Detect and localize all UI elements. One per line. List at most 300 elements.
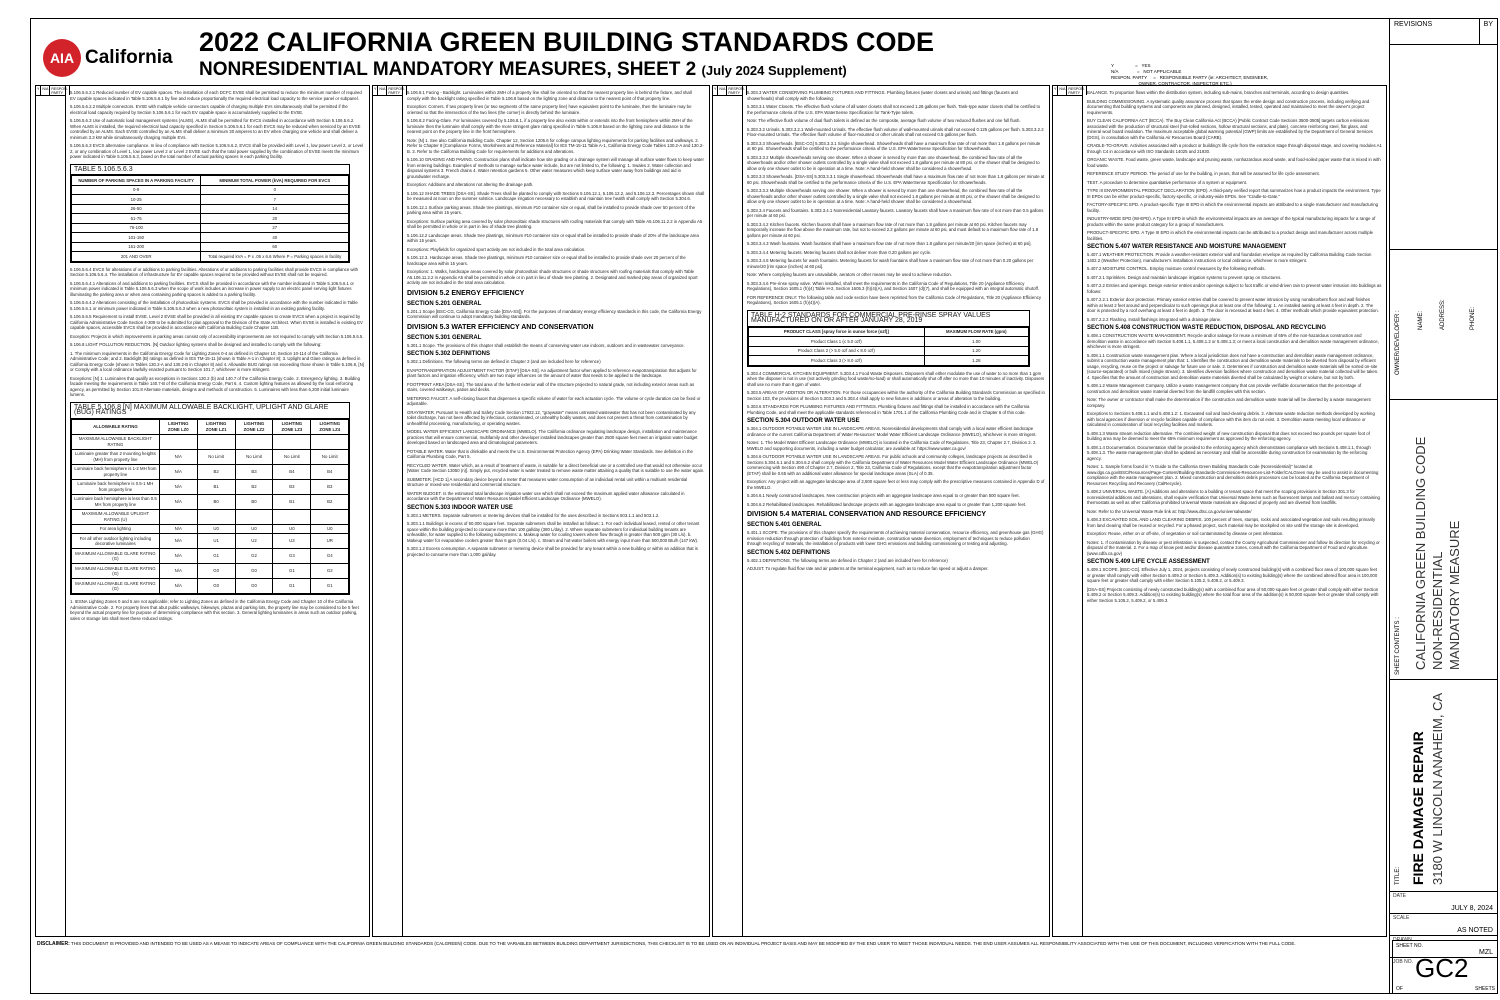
- table-title: TABLE 5.106.5.6.3: [71, 165, 349, 176]
- code-table: [70, 402, 350, 596]
- disclaimer-text: THIS DOCUMENT IS PROVIDED AND INTENDED TO BE USED AS A MEANS TO INDICATE AREAS OF COMPLIANCE WITH THE CALIFORNIA GREEN BUILDING STANDARDS (CALGREEN) CODE. DUE TO THE VARIABLES BETWEEN BUILDING DEPARTMENT JURISDICTIONS, THIS CHECKLIST IS TO BE USED ON AN INDIVIDUAL PROJECT BASIS AND MAY BE MODIFIED BY THE END USER TO MEET THOSE INDIVIDUAL NEEDS. THE END USER ASSUMES ALL RESPONSIBILITY ASSOCIATED WITH THE USE OF THIS DOCUMENT, INCLUDING VERIFICATION WITH THE FULL CODE.: [70, 941, 1296, 946]
- code-paragraph: BALANCE. To proportion flows within the distribution system, including sub-mains, branches and terminals, according to design quantities.: [1087, 90, 1350, 95]
- table-cell: Luminaire back hemisphere is 0.5-1 MH from property line: [72, 479, 160, 494]
- content-column-4: [1052, 85, 1387, 937]
- table-cell: U0: [273, 524, 311, 534]
- compliance-strip: [373, 86, 403, 936]
- compliance-strip: [1053, 86, 1083, 936]
- column-text: [70, 90, 365, 932]
- table-cell: U3: [273, 534, 311, 549]
- table-cell: 26-50: [72, 204, 201, 214]
- table-cell: [273, 509, 311, 524]
- table-cell: 1.28: [924, 356, 1029, 366]
- code-table: [70, 164, 350, 263]
- table-cell: U0: [197, 524, 235, 534]
- code-paragraph: 5.408.1 CONSTRUCTION WASTE MANAGEMENT. Recycle and/or salvage for reuse a minimum of 65% of the non-hazardous construction and demolition waste in accordance with Section 5.408.1.1, 5.408.1.2 or 5.408.1.3; or meet a local construction and demolition waste management ordinance, whichever is more stringent.: [1087, 333, 1379, 349]
- date-value: JULY 8, 2024: [1451, 905, 1493, 912]
- section-heading: DIVISION 5.4 MATERIAL CONSERVATION AND RESOURCE EFFICIENCY: [747, 511, 987, 518]
- table-cell: U0: [235, 524, 273, 534]
- section-heading: DIVISION 5.2 ENERGY EFFICIENCY: [407, 289, 525, 297]
- table-cell: Luminaire greater than 2 mounting heights (MH) from property line: [72, 449, 160, 464]
- table-cell: B1: [273, 494, 311, 509]
- code-paragraph: 5.106.12.2 Landscape areas. Shade tree plantings, minimum #10 container size or equal shall be installed to provide shade of 20% of the landscape area within 15 years.: [407, 232, 699, 243]
- code-paragraph: 5.303.1.2 Excess consumption. A separate submeter or metering device shall be provided for any tenant within a new building or within an addition that is projected to consume more than 1,000 gal/day.: [407, 546, 698, 557]
- code-paragraph: Exceptions: 1. Walks, hardscape areas covered by solar photovoltaic shade structures or shade structures with roofing materials that comply with Table A5.106.11.2.2 in Appendix A5 shall be permitted in whole or in part in lieu of shade tree planting. 2. Designated and marked play areas of organized sport activity are not included in the total area calculation.: [407, 269, 698, 285]
- table-cell: [273, 434, 311, 449]
- table-cell: No Limit: [197, 449, 235, 464]
- table-cell: G1: [273, 564, 311, 579]
- code-paragraph: 5.402.1 DEFINITIONS. The following terms are defined in Chapter 2 (and are included here for reference): [747, 557, 948, 563]
- code-paragraph: Note: [N] 1. See also California Building Code, Chapter 12, Section 1205.6 for college campus lighting requirements for parking facilities and walkways. 2. Refer to Chapter 8 [Compliance Forms, Worksheets and Reference Material] for IES TM-15-11 Table A-1, California Energy Code Tables 130.2-A and 130.2-B. 3. Refer to the California Building Code for requirements for additions and alterations.: [407, 137, 704, 154]
- page-subtitle: [199, 59, 847, 81]
- sheet-number-box: [1392, 940, 1498, 994]
- sheet-no-label: SHEET NO.: [1396, 943, 1423, 949]
- strip-header-cell: Y: [373, 86, 378, 95]
- of-label: OF: [1396, 986, 1403, 992]
- sheet-contents-label: SHEET CONTENTS :: [1395, 617, 1401, 675]
- strip-header-cell: Y: [1053, 86, 1058, 95]
- table-cell: 151-200: [72, 242, 201, 252]
- scale-row: [1390, 913, 1497, 935]
- code-paragraph: Note: The owner or contractor shall make the determination if the construction and demolition waste material will be diverted by a waste management company.: [1087, 397, 1371, 408]
- section-heading: DIVISION 5.3 WATER EFFICIENCY AND CONSERVATION: [407, 323, 594, 331]
- strip-header-cell: Y: [36, 86, 41, 95]
- table-cell: 14: [201, 204, 349, 214]
- table-cell: 76-100: [72, 223, 201, 233]
- sheet-contents: CALIFORNIA GREEN BUILDING CODE NON-RESIDENTIAL MANDATORY MEASURE: [1413, 436, 1462, 670]
- code-paragraph: Notes: 1. If contamination by disease or pest infestation is suspected, contact the County Agricultural Commissioner and follow its direction for recycling or disposal of the material. 2. For a map of know pest and/or disease quarantine zones, consult with the California Department of Food and Agriculture. (www.cdfa.ca.gov): [1087, 539, 1380, 556]
- table-cell: 1.00: [924, 337, 1029, 347]
- table-cell: B4: [273, 464, 311, 479]
- code-paragraph: Exception: Projects in which improvements in parking areas consist only of accessibility improvements are not required to comply with Section 5.106.5.6.5.: [70, 333, 364, 339]
- code-paragraph: ORGANIC WASTE. Food waste, green waste, landscape and pruning waste, nonhazardous wood waste, and food-soiled paper waste that is mixed in with food waste.: [1087, 157, 1381, 168]
- code-paragraph: 5.303.3.1 Water Closets. The effective flush volume of all water closets shall not exceed 1.28 gallons per flush. Tank-type water closets shall be certified to the performance criteria of the U.S. EPA WaterSense Specification for Tank-Type toilets.: [747, 104, 1041, 115]
- legend: Y = YES N/A = NOT APPLICABLE RESPON. PARTY = RESPONSIBLE PARTY (ie: ARCHITECT, ENGINEER, OWNER, CONTRACTOR, INSPECTOR ETC.): [1111, 63, 1269, 86]
- column-text: [407, 90, 705, 932]
- table-header-cell: LIGHTING ZONE LZ2: [235, 419, 273, 434]
- table-row: [72, 233, 349, 243]
- table-cell: G0: [235, 564, 273, 579]
- table-cell: N/A: [159, 579, 197, 594]
- title-block: [1389, 19, 1497, 993]
- table-cell: B2: [311, 494, 349, 509]
- table-header-cell: LIGHTING ZONE LZ4: [311, 419, 349, 434]
- content-column-3: [712, 85, 1050, 937]
- code-paragraph: Exceptions: Playfields for organized sport activity are not included in the total area calculation.: [407, 246, 586, 252]
- strip-header-cell: Y: [713, 86, 718, 95]
- drawn-value: MZL: [1479, 949, 1493, 956]
- code-paragraph: INDUSTRY-WIDE EPD (IW-EPD). A Type III EPD in which the environmental impacts are an average of the typical manufacturing impacts for a range of products within the same product category for a group of manufacturers.: [1087, 216, 1376, 227]
- code-paragraph: Note: Where complying faucets are unavailable, aerators or other means may be used to achieve reduction.: [747, 272, 952, 277]
- code-paragraph: 5.408.1.3 Waste stream reduction alternative. The combined weight of new construction disposal that does not exceed two pounds per square foot of building area may be deemed to meet the 65% minimum requirement as approved by the enforcing agency.: [1087, 430, 1370, 441]
- table-row: [72, 564, 349, 579]
- drawn-label: DRAWN: [1393, 937, 1412, 943]
- table-cell: G4: [311, 549, 349, 564]
- code-paragraph: 5.303.6 STANDARDS FOR PLUMBING FIXTURES AND FITTINGS. Plumbing fixtures and fittings shall be installed in accordance with the California Plumbing Code, and shall meet the applicable standards referenced in Table 1701.1 of the California Plumbing Code and in Chapter 6 of this code.: [747, 404, 1030, 415]
- code-paragraph: BUY CLEAN CALIFORNIA ACT (BCCA). The Buy Clean California Act (BCCA) [Public Contract Code Sections 3500-3505] targets carbon emissions associated with the production of structural steel (hot-rolled sections, hollow structural sections, and plate), concrete reinforcing steel, flat glass, and mineral wool board insulation. The maximum acceptable global warming potential (GWP) limits are established by the Department of General Services (DGS), in consultation with the California Air Resources Board (CARB).: [1087, 118, 1373, 140]
- table-cell: MAXIMUM ALLOWABLE GLARE RATING (G): [72, 564, 160, 579]
- code-paragraph: 5.303.3.4.3 Wash fountains. Wash fountains shall have a maximum flow rate of not more than 1.8 gallons per minute/20 [rim space (inches) at 60 psi].: [747, 241, 1032, 246]
- code-paragraph: 5.304.6 OUTDOOR POTABLE WATER USE IN LANDSCAPE AREAS. For public schools and community colleges, landscape projects as described in Sections 5.304.6.1 and 5.304.6.2 shall comply with the California Department of Water Resources Model Water Efficient Landscape Ordinance (MWELO) commencing with Section 490 of Chapter 2.7, Division 2, Title 23, California Code of Regulations, except that the evapotranspiration adjustment factor (ETAF) shall be 0.65 with an additional water allowance for special landscape areas (SLA) of 0.35.: [747, 454, 1039, 476]
- code-paragraph: 5.303.1 METERS. Separate submeters or metering devices shall be installed for the uses described in Sections 503.1.1 and 503.1.2.: [407, 512, 660, 518]
- table-header-cell: LIGHTING ZONE LZ0: [159, 419, 197, 434]
- code-paragraph: Exception: Reuse, either on or off-site, of vegetation or soil contaminated by disease or pest infestation.: [1087, 531, 1284, 536]
- code-paragraph: 5.106.5.6.4 EVCS for alterations of or additions to parking facilities. Alterations of or additions to parking facilities shall provide EVCS in compliance with Section 5.106.5.6.4. The installation of infrastructure for EV capable spaces required to be provided without EVSE shall not be required.: [70, 266, 359, 277]
- table-cell: U2: [235, 534, 273, 549]
- code-paragraph: 5.303.3 WATER CONSERVING PLUMBING FIXTURES AND FITTINGS. Plumbing fixtures (water closets and urinals) and fittings (faucets and showerheads) shall comply with the following:: [747, 90, 1018, 101]
- table-row: [72, 524, 349, 534]
- section-heading: SECTION 5.408 CONSTRUCTION WASTE REDUCTION, DISPOSAL AND RECYCLING: [1087, 325, 1327, 331]
- table-cell: Luminaire back hemisphere is less than 0.5 MH from property line: [72, 494, 160, 509]
- aia-logo: [43, 39, 173, 77]
- disclaimer: [37, 941, 1387, 947]
- table-header-cell: PRODUCT CLASS [spray force in ounce force (ozf)]: [749, 327, 925, 337]
- code-paragraph: 5.407.1 WEATHER PROTECTION. Provide a weather-resistant exterior wall and foundation envelope as required by California Building Code Section 1402.2 (Weather Protection), manufacturer's installation instructions or local ordinance, whichever is more stringent.: [1087, 252, 1372, 263]
- code-paragraph: 5.106.8 LIGHT POLLUTION REDUCTION. [N] Outdoor lighting systems shall be designed and installed to comply with the following:: [70, 342, 322, 347]
- table-cell: [235, 509, 273, 524]
- table-header-cell: MINIMUM TOTAL POWER (kVA) REQUIRED FOR EVCS: [201, 176, 349, 186]
- code-paragraph: 5.408.1.2 Waste Management Company. Utilize a waste management company that can provide verifiable documentation that the percentage of construction and demolition waste material diverted from the landfill complies with this section.: [1087, 383, 1362, 394]
- by-label: BY: [1483, 21, 1493, 28]
- code-paragraph: RECYCLED WATER. Water which, as a result of treatment of waste, is suitable for a direct beneficial use or a controlled use that would not otherwise occur [Water Code Section 13050 (n)]. Simply put, recycled water is water treated to remove waste matter attaining a quality that is suitable to use the water again.: [407, 462, 705, 473]
- table-cell: N/A: [159, 534, 197, 549]
- table-row: [749, 346, 1029, 356]
- code-paragraph: 5.301.1 Scope. The provisions of this chapter shall establish the means of conserving water use indoors, outdoors and in wastewater conveyance.: [407, 342, 685, 348]
- table-cell: Product Class 3 (> 8.0 ozf): [749, 356, 925, 366]
- code-paragraph: 5.303.3.3.2 Multiple showerheads serving one shower. When a shower is served by more than one showerhead, the combined flow rate of all the showerheads and/or other shower outlets controlled by a single valve shall not exceed 1.8 gallons per minute at 80 psi, or the shower shall be designed to allow only one shower outlet to be in operation at a time. Note: A hand-held shower shall be considered a showerhead.: [747, 188, 1040, 204]
- strip-header-cell: N/A: [1058, 86, 1067, 95]
- table-header-cell: MAXIMUM FLOW RATE (gpm): [924, 327, 1029, 337]
- table-cell: MAXIMUM ALLOWABLE BACKLIGHT RATING: [72, 434, 160, 449]
- sheets-label: SHEETS: [1474, 986, 1495, 992]
- table-row: [72, 252, 349, 262]
- table-row: [72, 204, 349, 214]
- code-paragraph: 5.201.1 Scope [BSC-CG, California Energy Code [DSA-SS]]. For the purposes of mandatory energy efficiency standards in this code, the California Energy Commission will continue to adopt mandatory building standards.: [407, 308, 702, 319]
- disclaimer-label: DISCLAIMER:: [37, 941, 70, 947]
- table-header-cell: LIGHTING ZONE LZ1: [197, 419, 235, 434]
- code-paragraph: 5.303.3.3 Showerheads. [DSA-SS] 5.303.3.3.1 Single showerhead. Showerheads shall have a maximum flow rate of not more than 1.8 gallons per minute at 80 psi. Showerheads shall be certified to the performance criteria of the U.S. EPA WaterSense Specification for Showerheads.: [747, 174, 1045, 185]
- table-cell: 7: [201, 195, 349, 205]
- project-title-block: [1390, 679, 1497, 891]
- table-cell: B4: [311, 464, 349, 479]
- code-paragraph: 5.409.1 SCOPE. [BSC-CG]. Effective July 1, 2024, projects consisting of newly constructed building(s) with a combined floor area of 100,000 square feet or greater shall comply with either Section 5.409.2 or Section 5.409.3. Addition(s) to existing building(s) where the combined altered floor area is 100,000 square feet or greater shall comply with either Section 5.105.2, 5.409.2, or 5.409.3.: [1087, 567, 1378, 583]
- table-cell: No Limit: [235, 449, 273, 464]
- project-address: 3180 W LINCOLN ANAHEIM, CA: [1430, 692, 1445, 885]
- table-cell: 0-9: [72, 185, 201, 195]
- table-cell: No Limit: [273, 449, 311, 464]
- code-paragraph: Notes: 1. Sample forms found in "A Guide to the California Green Building Standards Code (Nonresidential)" located at www.dgs.ca.gov/BSC/Resources/Page-Content/Building-Standards-Commission-Resources-List-Folder/CALGreen may be used to assist in documenting compliance with the waste management plan. 2. Mixed construction and demolition debris processors can be located at the California Department of Resources Recycling and Recovery (CalRecycle).: [1087, 464, 1379, 486]
- code-paragraph: Notes: 1. The Model Water Efficient Landscape Ordinance (MWELO) is located in the California Code of Regulations, Title 23, Chapter 2.7, Division 2. 2. MWELO and supporting documents, including a water budget calculator, are available at: https://www.water.ca.gov/: [747, 440, 1037, 451]
- table-row: [72, 509, 349, 524]
- table-cell: B3: [273, 479, 311, 494]
- code-paragraph: 5.106.12 SHADE TREES [DSA-SS]. Shade Trees shall be planted to comply with Sections 5.106.12.1, 5.106.12.2, and 5.106.12.3. Percentages shown shall be measured at noon on the summer solstice. Landscape irrigation necessary to establish and maintain tree health shall comply with Section 5.304.6.: [407, 190, 705, 201]
- table-header-cell: ALLOWABLE RATING: [72, 419, 160, 434]
- table-header-cell: NUMBER OF PARKING SPACES IN A PARKING FACILITY: [72, 176, 201, 186]
- table-row: [72, 434, 349, 449]
- code-paragraph: 5.407.2.1 Sprinklers. Design and maintain landscape irrigation systems to prevent spray on structures.: [1087, 274, 1282, 280]
- compliance-strip-header: [36, 86, 68, 96]
- table-cell: [159, 434, 197, 449]
- table-cell: [159, 509, 197, 524]
- code-paragraph: 5.106.5.6.2.1 Reduced number of EV capable spaces. The installation of each DCFC EVSE shall be permitted to reduce the minimum number of required EV capable spaces indicated in Table 5.106.5.6.1 by five and reduce proportionally the required electrical load capacity to the service panel or subpanel.: [70, 90, 362, 101]
- code-paragraph: 5.303.3.3.2 Multiple showerheads serving one shower. When a shower is served by more than one showerhead, the combined flow rate of all the showerheads and/or other shower outlets controlled by a single valve shall not exceed 1.8 gallons per minute at 80 psi, or the shower shall be designed to allow only one shower outlet to be in operation at a time. Note: A hand-held shower shall be considered a showerhead.: [747, 154, 1040, 171]
- code-paragraph: POTABLE WATER. Water that is drinkable and meets the U.S. Environmental Protection Agency (EPA) Drinking Water Standards. See definition in the California Plumbing Code, Part 5.: [407, 448, 693, 459]
- aia-logo-text: California: [85, 47, 173, 68]
- section-heading: SECTION 5.401 GENERAL: [747, 522, 822, 528]
- table-cell: [197, 434, 235, 449]
- address-label: ADDRESS:: [1440, 299, 1446, 330]
- table-cell: 51-75: [72, 214, 201, 224]
- code-paragraph: SUBMETER. [HCD 1] A secondary device beyond a meter that measures water consumption of an individual rental unit within a multiunit residential structure or mixed-use residential and commercial structure.: [407, 476, 688, 487]
- table-title: TABLE H-2 STANDARDS FOR COMMERCIAL PRE-RINSE SPRAY VALUES MANUFACTURED ON OR AFTER JANUARY 28, 2019: [748, 311, 1029, 327]
- compliance-strip-header: [1053, 86, 1085, 96]
- code-paragraph: 5.106.5.6.3 EVCS alternative compliance. In lieu of compliance with Section 5.106.5.6.2, EVCS shall be provided with Level 1, low power Level 2, or Level 2, or any combination of Level 1, low power Level 2 or Level 2 EVSE such that the total power supplied by the combination of EVSE meets the minimum power indicated in Table 5.106.5.6.3, based on the total number of actual parking spaces in each parking facility.: [70, 143, 364, 159]
- code-paragraph: 1. IESNA Lighting Zones 0 and 5 are not applicable; refer to Lighting Zones as defined in the California Energy Code and Chapter 10 of the California Administrative Code. 2. For property lines that abut public walkways, bikeways, plazas and parking lots, the property line may be considered to be 5 feet beyond the actual property line for purpose of determining compliance with this section. 3. General lighting luminaires in areas such as outdoor parking, sales or storage lots shall meet these reduced ratings.: [70, 599, 359, 621]
- code-paragraph: TYPE III ENVIRONMENTAL PRODUCT DECLARATION (EPD). A third-party verified report that summarizes how a product impacts the environment. Type III EPDs can be either product-specific, factory-specific, or industry-wide EPDs. See "Cradle-to-Gate.": [1087, 188, 1381, 199]
- strip-header-cell: RESPON. PARTY: [388, 87, 405, 95]
- code-paragraph: 5.303.1.1 Buildings in excess of 50,000 square feet. Separate submeters shall be installed as follows: 1. For each individual leased, rented or other tenant space within the building projected to consume more than 100 gal/day (380 L/day). 2. Where separate submeters for individual building tenants are unfeasible, for water supplied to the following subsystems: a. Makeup water for cooling towers where flow through is greater than 500 gpm (30 L/s). b. Makeup water for evaporative coolers greater than 6 gpm (0.04 L/s). c. Steam and hot-water boilers with energy input more than 500,000 Btu/h (147 kW).: [407, 521, 700, 543]
- table-row: [72, 449, 349, 464]
- code-paragraph: 5.408.2 UNIVERSAL WASTE. [A] Additions and alterations to a building or tenant space that meet the scoping provisions in Section 301.3 for nonresidential additions and alterations, shall require verification that Universal Waste items such as fluorescent lamps and ballast and mercury containing thermostats as well as other California prohibited Universal Waste materials are disposed of properly and are diverted from landfills.: [1087, 489, 1380, 505]
- phone-label: PHONE:: [1470, 306, 1476, 330]
- code-paragraph: 5.407.2 MOISTURE CONTROL. Employ moisture control measures by the following methods.: [1087, 266, 1266, 271]
- code-paragraph: Exceptions: Surface parking area covered by solar photovoltaic shade structures with roofing materials that comply with Table A5.106.11.2.2 in Appendix A5 shall be permitted in whole or in part in lieu of shade tree planting.: [407, 218, 703, 229]
- table-cell: [197, 509, 235, 524]
- code-paragraph: FOOTPRINT AREA [DSA-SS]. The total area of the furthest exterior wall of the structure projected to natural grade, not including exterior areas such as stairs, covered walkways, patios and decks.: [407, 381, 695, 392]
- table-cell: B2: [197, 464, 235, 479]
- code-paragraph: 5.106.10 GRADING AND PAVING. Construction plans shall indicate how site grading or a drainage system will manage all surface water flows to keep water from entering buildings. Examples of methods to manage surface water include, but are not limited to, the following: 1. Swales 2. Water collection and disposal systems 3. French drains 4. Water retention gardens 5. Other water measures which keep surface water away from buildings and aid in groundwater recharge.: [407, 157, 704, 179]
- code-paragraph: 5.303.4 COMMERCIAL KITCHEN EQUIPMENT. 5.303.4.1 Food Waste Disposers. Disposers shall either modulate the use of water to no more than 1 gpm when the disposer is not in use (not actively grinding food waste/no-load) or shall automatically shut off after no more than 10 minutes of inactivity. Disposers shall use no more than 8 gpm of water.: [747, 370, 1045, 387]
- sheet-header: [31, 19, 1389, 86]
- code-paragraph: 1. The minimum requirements in the California Energy Code for Lighting Zones 0-4 as defined in Chapter 10, Section 10-114 of the California Administrative Code; and 2. Backlight (B) ratings as defined in IES TM-15-11 (shown in Table A-1 in Chapter 8); 3. Uplight and Glare ratings as defined in California Energy Code (shown in Tables 130.2-A and 130.2-B in Chapter 8) and 4. Allowable BUG ratings not exceeding those shown in Table 5.106.8, [N] or Comply with a local ordinance lawfully enacted pursuant to Section 101.7, whichever is more stringent.: [70, 350, 364, 372]
- table-cell: G1: [197, 549, 235, 564]
- content-column-2: [372, 85, 710, 937]
- table-row: [72, 549, 349, 564]
- section-heading: SECTION 5.409 LIFE CYCLE ASSESSMENT: [1087, 559, 1210, 565]
- table-cell: G0: [197, 564, 235, 579]
- code-paragraph: 5.106.5.6.2.2 Multiple connectors. EVSE with multiple vehicle connectors capable of charging multiple EVs simultaneously shall be permitted if the electrical load capacity required by Section 5.106.5.6.1 for each EV capable space is accumulatively supplied to the EVSE.: [70, 104, 348, 115]
- table-title: TABLE 5.106.8 [N] MAXIMUM ALLOWABLE BACKLIGHT, UPLIGHT AND GLARE (BUG) RATINGS: [71, 403, 349, 419]
- table-cell: 40: [201, 233, 349, 243]
- table-cell: 60: [201, 242, 349, 252]
- code-paragraph: TEST. A procedure to determine quantitative performance of a system or equipment.: [1087, 179, 1248, 185]
- section-heading: SECTION 5.407 WATER RESISTANCE AND MOISTURE MANAGEMENT: [1087, 244, 1287, 250]
- table-cell: N/A: [159, 564, 197, 579]
- code-paragraph: BUILDING COMMISSIONING. A systematic quality assurance process that spans the entire design and construction process, including verifying and documenting that building systems and components are planned, designed, installed, tested, operated and maintained to meet the owner's project requirements.: [1087, 98, 1370, 115]
- table-cell: [235, 434, 273, 449]
- compliance-strip: [713, 86, 743, 936]
- code-paragraph: CRADLE-TO-GRAVE. Activities associated with a product or building's life cycle from the extraction stage through disposal stage, and covering modules A1 through C4 in accordance with ISO Standards 14025 and 21930.: [1087, 143, 1382, 154]
- code-paragraph: 5.303.3.3 Showerheads. [BSC-CG] 5.303.3.3.1 Single showerhead. Showerheads shall have a maximum flow rate of not more than 1.8 gallons per minute at 80 psi. Showerheads shall be certified to the performance criteria of the U.S. EPA WaterSense Specification for Showerheads.: [747, 140, 1041, 151]
- table-cell: B0: [197, 494, 235, 509]
- code-paragraph: 5.106.12.3. Hardscape areas. Shade tree plantings, minimum #10 container size or equal shall be installed to provide shade over 20 percent of the hardscape area within 15 years.: [407, 255, 686, 266]
- table-cell: Product Class 1 (≤ 5.0 ozf): [749, 337, 925, 347]
- table-cell: UR: [311, 534, 349, 549]
- compliance-strip: [36, 86, 66, 936]
- code-paragraph: 5.303.3.4 Faucets and fountains. 5.303.3.4.1 Nonresidential Lavatory faucets. Lavatory faucets shall have a maximum flow rate of not more than 0.5 gallons per minute at 60 psi.: [747, 207, 1044, 218]
- table-cell: For area lighting: [72, 524, 160, 534]
- code-paragraph: FACTORY-SPECIFIC EPD. A product-specific Type III EPD in which the environmental impacts are attributed to a single manufacturer and manufacturing facility.: [1087, 202, 1378, 213]
- table-cell: MAXIMUM ALLOWABLE UPLIGHT RATING (U): [72, 509, 160, 524]
- page-title: 2022 CALIFORNIA GREEN BUILDING STANDARDS CODE: [199, 27, 935, 57]
- job-label: JOB NO.: [1393, 959, 1414, 965]
- drawing-sheet: [30, 18, 1498, 994]
- table-cell: N/A: [159, 524, 197, 534]
- code-paragraph: 5.407.2.2 Entries and openings. Design exterior entries and/or openings subject to foot traffic or wind-driven rain to prevent water intrusion into buildings as follows:: [1087, 283, 1382, 294]
- code-paragraph: 5.106.5.6.4.1 Alterations of and additions to parking facilities. EVCS shall be provided in accordance with the number indicated in Table 5.106.5.6.1 or minimum power indicated in Table 5.106.5.6.3 when the scope of work includes an increase in power supply to an electric panel serving light fixtures illuminating the parking area or when area containing parking spaces is added to a parking facility.: [70, 280, 354, 297]
- code-paragraph: EVAPOTRANSPIRATION ADJUSTMENT FACTOR (ETAF) [DSA-SS]. An adjustment factor when applied to reference evapotranspiration that adjusts for plant factors and irrigation efficiency, which are two major influences on the amount of water that needs to be applied to the landscape.: [407, 367, 697, 378]
- section-heading: SECTION 5.402 DEFINITIONS: [747, 549, 831, 556]
- code-paragraph: 5.407.2.2.1 Exterior door protection. Primary exterior entries shall be covered to prevent water intrusion by using nonabsorbent floor and wall finishes within at least 2 feet around and perpendicular to such openings plus at least one of the following: 1. An installed awning at least 4 feet in depth. 2. The door is protected by a roof overhang at least 4 feet in depth. 3. The door is recessed at least 4 feet. 4. Other methods which provide equivalent protection.: [1087, 297, 1379, 313]
- section-heading: SECTION 5.303 INDOOR WATER USE: [407, 504, 513, 511]
- code-paragraph: 5.408.1.1 Construction waste management plan. Where a local jurisdiction does not have a construction and demolition waste management ordinance, submit a construction waste management plan that: 1. Identifies the construction and demolition waste materials to be diverted from disposal by efficient usage, recycling, reuse on the project or salvage for future use or sale. 2. Determines if construction and demolition waste materials will be sorted on-site (source-separated) or bulk mixed (single stream). 3. Identifies diversion facilities where construction and demolition waste material collected will be taken. 4. Specifies that the amount of construction and demolition waste materials diverted shall be calculated by weight or volume, but not by both.: [1087, 352, 1379, 380]
- title-label: TITLE:: [1395, 866, 1401, 885]
- table-cell: 101-150: [72, 233, 201, 243]
- code-paragraph: 5.408.3 EXCAVATED SOIL AND LAND CLEARING DEBRIS. 100 percent of trees, stumps, rocks and associated vegetation and soils resulting primarily from land clearing shall be reused or recycled. For a phased project, such material may be stockpiled on site until the storage site is developed.: [1087, 517, 1376, 528]
- table-cell: 20: [201, 214, 349, 224]
- table-row: [72, 534, 349, 549]
- date-row: [1390, 891, 1497, 913]
- table-cell: [311, 509, 349, 524]
- table-cell: B3: [311, 479, 349, 494]
- content-column-1: [35, 85, 370, 937]
- table-cell: G0: [197, 579, 235, 594]
- column-text: [1087, 90, 1382, 932]
- strip-header-cell: N/A: [378, 86, 387, 95]
- table-cell: G2: [311, 564, 349, 579]
- code-paragraph: Exception: Additions and alterations not altering the drainage path.: [407, 182, 534, 187]
- code-paragraph: MODEL WATER EFFICIENT LANDSCAPE ORDINANCE (MWELO). The California ordinance regulating landscape design, installation and maintenance practices that will ensure commercial, multifamily and other developer installed landscapes greater than 2500 square feet meet an irrigation water budget developed based on landscaped area and climatological parameters.: [407, 429, 698, 445]
- table-cell: Luminaire back hemisphere is 1-2 MH from property line: [72, 464, 160, 479]
- code-paragraph: 5.106.8.2 Facing-Glare. For luminaires covered by 5.106.8.1, if a property line also exists within or extends into the front hemisphere within 2MH of the luminaire then the luminaire shall comply with the more stringent glare rating specified in Table 5.106.8 based on the lighting zone and distance to the nearest point on the property line in the front hemisphere.: [407, 118, 693, 134]
- name-label: NAME:: [1418, 310, 1424, 330]
- code-paragraph: REFERENCE STUDY PERIOD. The period of use for the building, in years, that will be assumed for life cycle assessment.: [1087, 171, 1320, 176]
- aia-logo-mark: AIA: [43, 39, 81, 77]
- code-paragraph: 5.303.3.4.4 Metering faucets. Metering faucets shall not deliver more than 0.20 gallons per cycle.: [747, 249, 932, 255]
- code-paragraph: [DSA-SS] Projects consisting of newly constructed building(s) with a combined floor area of 50,000 square feet or greater shall comply with either Section 5.409.2 or Section 5.409.3. Addition(s) to existing building(s) where the total floor area of the addition(s) is 50,000 square feet or greater shall comply with either Section 5.105.2, 5.409.2, or 5.409.3.: [1087, 586, 1379, 603]
- code-paragraph: 5.303.3.2 Urinals. 5.303.3.2.1 Wall-mounted Urinals. The effective flush volume of wall-mounted urinals shall not exceed 0.125 gallons per flush. 5.303.3.2.2 Floor-mounted Urinals. The effective flush volume of floor-mounted or other urinals shall not exceed 0.5 gallons per flush.: [747, 126, 1044, 137]
- subtitle-text: NONRESIDENTIAL MANDATORY MEASURES, SHEET 2: [199, 59, 697, 80]
- code-paragraph: Exception: Corners. If two property lines (or two segments of the same property line) have equivalent point to the luminaire, then the luminaire may be oriented so that the intersection of the two lines (the corner) is directly behind the luminaire.: [407, 104, 692, 115]
- table-header-cell: LIGHTING ZONE LZ3: [273, 419, 311, 434]
- date-label: DATE: [1393, 893, 1406, 899]
- scale-value: AS NOTED: [1457, 927, 1493, 934]
- table-row: [72, 242, 349, 252]
- table-row: [72, 185, 349, 195]
- table-cell: 1.20: [924, 346, 1029, 356]
- code-paragraph: 5.106.8.1 Facing - Backlight. Luminaires within 2MH of a property line shall be oriented so that the nearest property line is behind the fixture, and shall comply with the backlight rating specified in Table 5.106.8 based on the lighting zone and distance to the nearest point of that property line.: [407, 90, 692, 101]
- table-row: [72, 195, 349, 205]
- table-cell: U1: [197, 534, 235, 549]
- strip-header-cell: RESPON. PARTY: [51, 87, 68, 95]
- table-row: [72, 494, 349, 509]
- strip-header-cell: RESPON. PARTY: [1068, 87, 1085, 95]
- code-paragraph: 5.106.5.6.5 Requirement to install EVSE. Level 2 EVSE shall be provided in all existing EV capable spaces to create EVCS when a project is required by California Administrative Code Section 4-309 to be submitted for plan approval to the Division of the State Architect. When EVSE is installed in existing EV capable spaces, accessible EVCS shall be provided in accordance with California Building Code Chapter 11B.: [70, 314, 363, 330]
- section-heading: SECTION 5.301 GENERAL: [407, 334, 482, 341]
- code-paragraph: 5.303.5 AREAS OF ADDITION OR ALTERATION. For those occupancies within the authority of the California Building Standards Commission as specified in Section 103, the provisions of Section 5.303.3 and 5.303.4 shall apply to new fixtures in additions or areas of alteration to the building.: [747, 390, 1045, 401]
- code-paragraph: 5.304.6.2 Rehabilitated landscapes. Rehabilitated landscape projects with an aggregate landscape area equal to or greater than 1,200 square feet.: [747, 501, 1027, 507]
- section-heading: SECTION 5.201 GENERAL: [407, 300, 482, 307]
- code-paragraph: WATER BUDGET. Is the estimated total landscape irrigation water use which shall not exceed the maximum applied water allowance calculated in accordance with the Department of Water Resources Model Efficient Landscape Ordinance (MWELO).: [407, 490, 685, 501]
- code-paragraph: Note: Refer to the Universal Waste Rule link at: http://www.dtsc.ca.gov/universalwaste/: [1087, 508, 1252, 514]
- table-cell: [311, 434, 349, 449]
- table-row: [72, 579, 349, 594]
- code-paragraph: 5.106.12.1 Surface parking areas. Shade tree plantings, minimum #10 container size or equal, shall be installed to provide shade over 50 percent of the parking area within 15 years.: [407, 204, 696, 215]
- table-row: [72, 464, 349, 479]
- code-paragraph: Exceptions: [N] 1. Luminaires that qualify as exceptions in Sections 130.2 (b) and 140.7 of the California Energy Code. 2. Emergency lighting. 3. Building facade meeting the requirements in Table 140.7-B of the California Energy Code, Part 6. 4. Custom lighting features as allowed by the local enforcing agency, as permitted by Section 101.8 Alternate materials, designs and methods of construction. 5. Luminaires with less than 6,200 initial luminaire lumens.: [70, 375, 360, 397]
- owner-label: OWNER/DEVELOPER :: [1395, 310, 1401, 375]
- table-cell: G0: [235, 579, 273, 594]
- table-cell: MAXIMUM ALLOWABLE GLARE RATING (G): [72, 549, 160, 564]
- table-cell: 201 AND OVER: [72, 252, 201, 262]
- table-cell: N/A: [159, 494, 197, 509]
- owner-block: [1390, 249, 1497, 379]
- table-cell: Product Class 2 (> 5.0 ozf and ≤ 8.0 ozf): [749, 346, 925, 356]
- table-cell: U0: [311, 524, 349, 534]
- table-row: [749, 337, 1029, 347]
- table-cell: N/A: [159, 479, 197, 494]
- section-heading: SECTION 5.304 OUTDOOR WATER USE: [747, 418, 860, 424]
- table-row: [749, 356, 1029, 366]
- strip-header-cell: RESPON. PARTY: [728, 87, 745, 95]
- code-paragraph: 5.106.5.6.4.2 Alterations consisting of the installation of photovoltaic systems. EVCS shall be provided in accordance with the number indicated in Table 5.106.5.6.1 or minimum power indicated in Table 5.106.5.6.3 when a new photovoltaic system is installed in an existing parking facility.: [70, 300, 358, 311]
- compliance-strip-header: [373, 86, 405, 96]
- table-cell: G1: [273, 579, 311, 594]
- code-paragraph: 5.303.3.4.6 Pre-rinse spray valve. When installed, shall meet the requirements in the California Code of Regulations, Title 20 (Appliance Efficiency Regulations), Section 1605.1 (h)(4) Table H-2, Section 1605.3 (h)(4)(A), and Section 1607 (d)(7), and shall be equipped with an integral automatic shutoff.: [747, 280, 1039, 291]
- subtitle-supplement: (July 2024 Supplement): [701, 63, 847, 78]
- code-paragraph: Exception: Any project with an aggregate landscape area of 2,500 square feet or less may comply with the prescriptive measures contained in Appendix D of the MWELO.: [747, 479, 1045, 490]
- code-paragraph: 5.303.3.4.5 Metering faucets for wash fountains. Metering faucets for wash fountains shall have a maximum flow rate of not more than 0.20 gallons per minute/20 [rim space (inches) at 60 psi].: [747, 258, 1034, 269]
- table-cell: N/A: [159, 549, 197, 564]
- code-paragraph: 5.408.1.4 Documentation. Documentation shall be provided to the enforcing agency which demonstrates compliance with Sections 5.408.1.1, through 5.408.1.3. The waste management plan shall be updated as necessary and shall be accessible during construction for examination by the enforcing agency.: [1087, 444, 1371, 461]
- section-heading: SECTION 5.302 DEFINITIONS: [407, 351, 491, 357]
- code-paragraph: Exceptions to Sections 5.408.1.1 and 5.408.1.2: 1. Excavated soil and land-clearing debris. 2. Alternate waste reduction methods developed by working with local agencies if diversion or recycle facilities capable of compliance with this item do not exist. 3. Demolition waste meeting local ordinance or calculated in consideration of local recycling facilities and markets.: [1087, 411, 1375, 427]
- table-cell: For all other outdoor lighting including decorative luminaires: [72, 534, 160, 549]
- code-paragraph: 5.304.1 OUTDOOR POTABLE WATER USE IN LANDSCAPE AREAS. Nonresidential developments shall comply with a local water efficient landscape ordinance or the current California Department of Water Resources' Model Water Efficient Landscape Ordinance (MWELO), whichever is more stringent.: [747, 426, 1037, 437]
- table-cell: G3: [273, 549, 311, 564]
- table-cell: 27: [201, 223, 349, 233]
- table-cell: Total required kVA = P x .05 x 6.6 Where P = Parking spaces in facility: [201, 252, 349, 262]
- table-cell: G2: [235, 549, 273, 564]
- table-cell: N/A: [159, 449, 197, 464]
- revisions-header: [1390, 19, 1497, 45]
- project-name: FIRE DAMAGE REPAIR: [1410, 731, 1426, 885]
- table-cell: 10-25: [72, 195, 201, 205]
- code-paragraph: 5.106.5.6.3 Use of automatic load management systems (ALMS). ALMS shall be permitted for EVCS installed in accordance with Section 5.106.5.6.2. When ALMS is installed, the required electrical load capacity specified in Section 5.106.5.6.1 for each EVCS may be reduced when serviced by an EVSE controlled by an ALMS. Each EVSE controlled by an ALMS shall deliver a minimum 30 amperes to an EV when charging one vehicle and shall deliver a minimum 3.3 kW while simultaneously charging multiple EVs.: [70, 118, 361, 140]
- code-paragraph: 5.401.1 SCOPE. The provisions of this chapter specify the requirements of achieving material conservation, resource efficiency, and greenhouse gas (GHG) emission reduction through protection of buildings from exterior moisture, construction waste diversion, employment of techniques to reduce pollution through recycling of materials, the installation of products with lower GHG emissions and building commissioning or testing and adjusting.: [747, 530, 1044, 546]
- table-cell: B3: [235, 464, 273, 479]
- code-paragraph: FOR REFERENCE ONLY: The following table and code section have been reprinted from the California Code of Regulations, Title 20 (Appliance Efficiency Regulations), Section 1605.1 (h)(4)(A).: [747, 294, 1042, 305]
- sheet-contents-block: [1390, 399, 1497, 679]
- revisions-label: REVISIONS: [1390, 19, 1480, 44]
- code-paragraph: 5.302.1 Definitions. The following terms are defined in Chapter 2 (and are included here for reference): [407, 359, 601, 364]
- table-cell: 0: [201, 185, 349, 195]
- strip-header-cell: N/A: [41, 86, 50, 95]
- code-paragraph: METERING FAUCET. A self-closing faucet that dispenses a specific volume of water for each actuation cycle. The volume or cycle duration can be fixed or adjustable.: [407, 395, 701, 406]
- sheet-number: GC2: [1415, 953, 1469, 983]
- table-cell: N/A: [159, 464, 197, 479]
- code-table: [747, 310, 1030, 367]
- column-text: [747, 90, 1045, 932]
- strip-header-cell: N/A: [718, 86, 727, 95]
- table-row: [72, 223, 349, 233]
- table-cell: B2: [235, 479, 273, 494]
- table-cell: G1: [311, 579, 349, 594]
- scale-label: SCALE: [1393, 915, 1410, 921]
- compliance-strip-header: [713, 86, 745, 96]
- table-cell: No Limit: [311, 449, 349, 464]
- code-paragraph: ADJUST. To regulate fluid flow rate and air patterns at the terminal equipment, such as to reduce fan speed or adjust a damper.: [747, 566, 989, 571]
